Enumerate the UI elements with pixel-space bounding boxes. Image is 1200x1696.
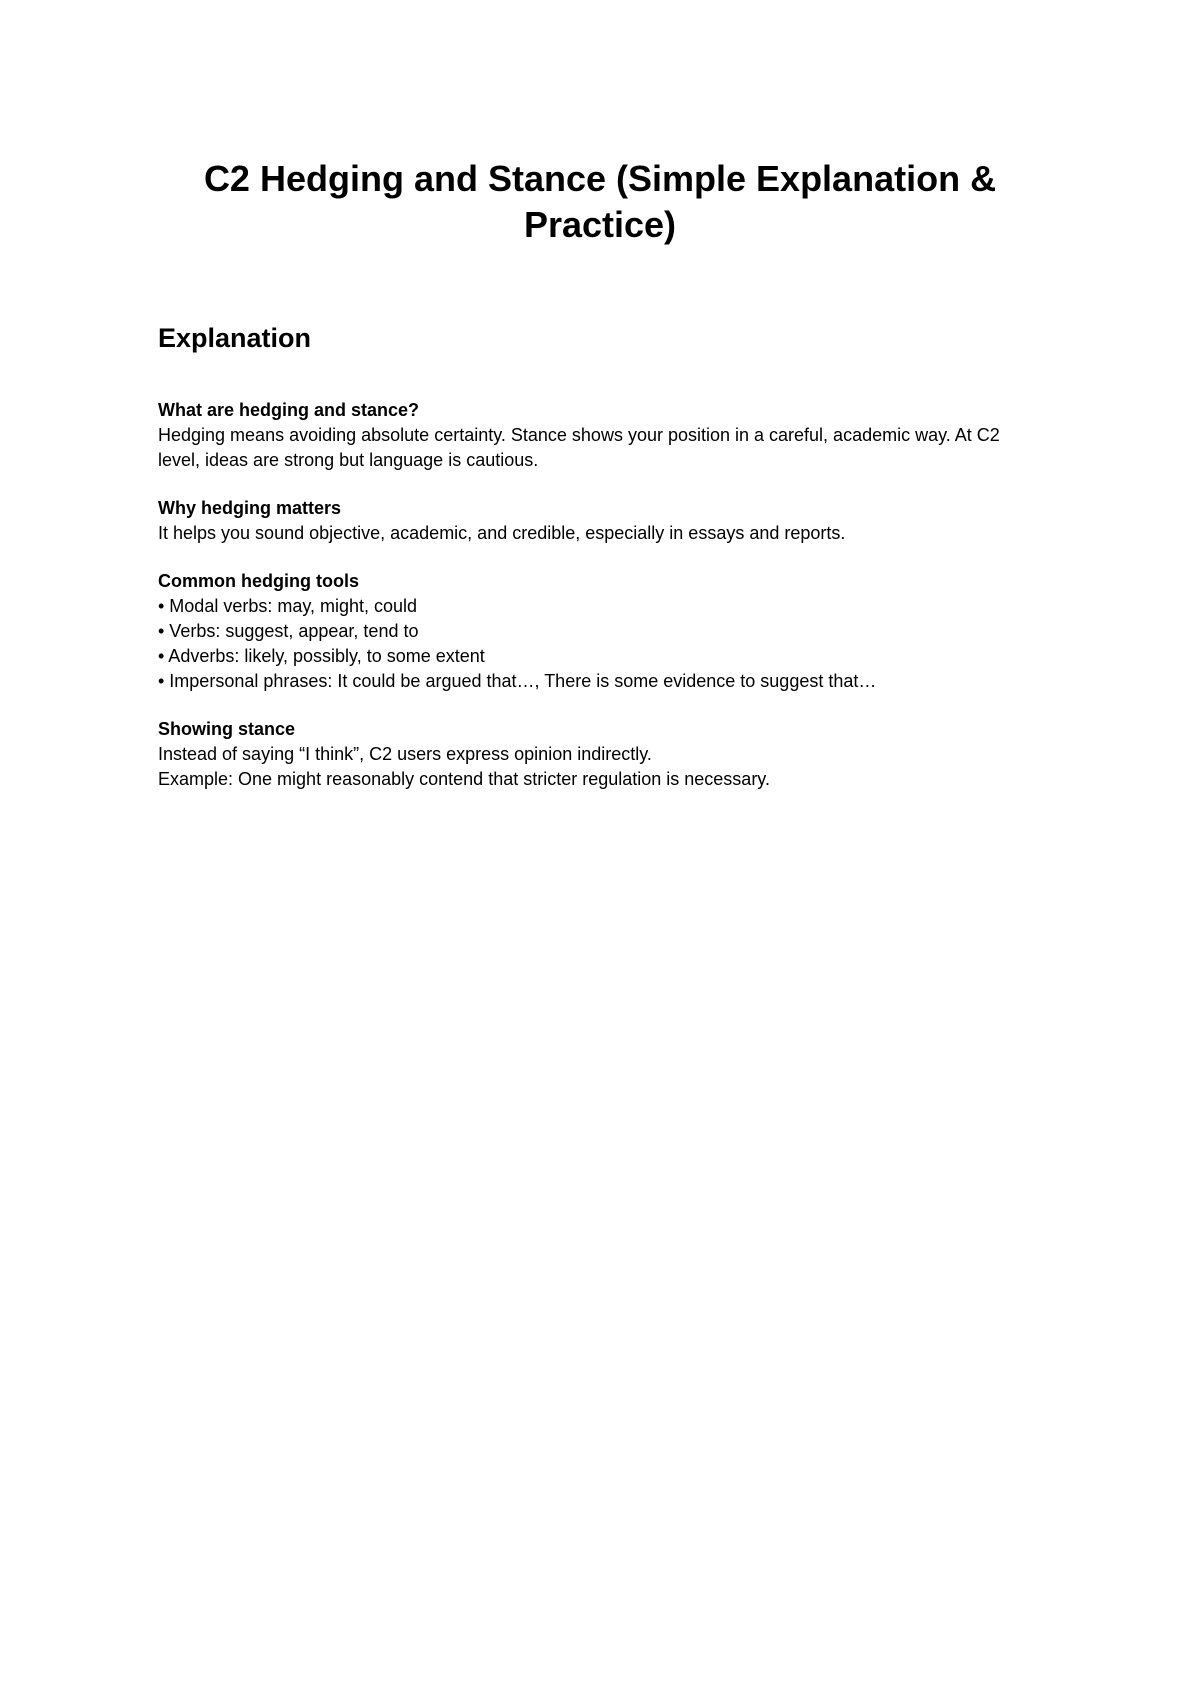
- block-what-are-hedging: [158, 398, 1038, 473]
- list-item: • Adverbs: likely, possibly, to some extent: [158, 646, 485, 666]
- section-heading-explanation: Explanation: [158, 323, 312, 353]
- paragraph-text: It helps you sound objective, academic, and credible, especially in essays and reports.: [158, 523, 846, 543]
- block-showing-stance: [158, 717, 1038, 792]
- block-heading: What are hedging and stance?: [158, 400, 420, 420]
- list-item: • Verbs: suggest, appear, tend to: [158, 621, 419, 641]
- block-heading: Why hedging matters: [158, 498, 342, 518]
- block-heading: Showing stance: [158, 719, 296, 739]
- paragraph-text: Instead of saying “I think”, C2 users express opinion indirectly.: [158, 744, 652, 764]
- block-common-hedging-tools: [158, 569, 1038, 694]
- example-text: Example: One might reasonably contend that stricter regulation is necessary.: [158, 769, 770, 789]
- paragraph-text: Hedging means avoiding absolute certainty. Stance shows your position in a careful, academic way. At C2 level, ideas are strong but language is cautious.: [158, 425, 1000, 470]
- list-item: • Modal verbs: may, might, could: [158, 596, 418, 616]
- document-title: C2 Hedging and Stance (Simple Explanation & Practice): [203, 158, 997, 245]
- list-item: • Impersonal phrases: It could be argued that…, There is some evidence to suggest that…: [158, 671, 877, 691]
- explanation-content: [158, 398, 1038, 815]
- block-heading: Common hedging tools: [158, 571, 359, 591]
- block-why-hedging-matters: [158, 496, 1038, 546]
